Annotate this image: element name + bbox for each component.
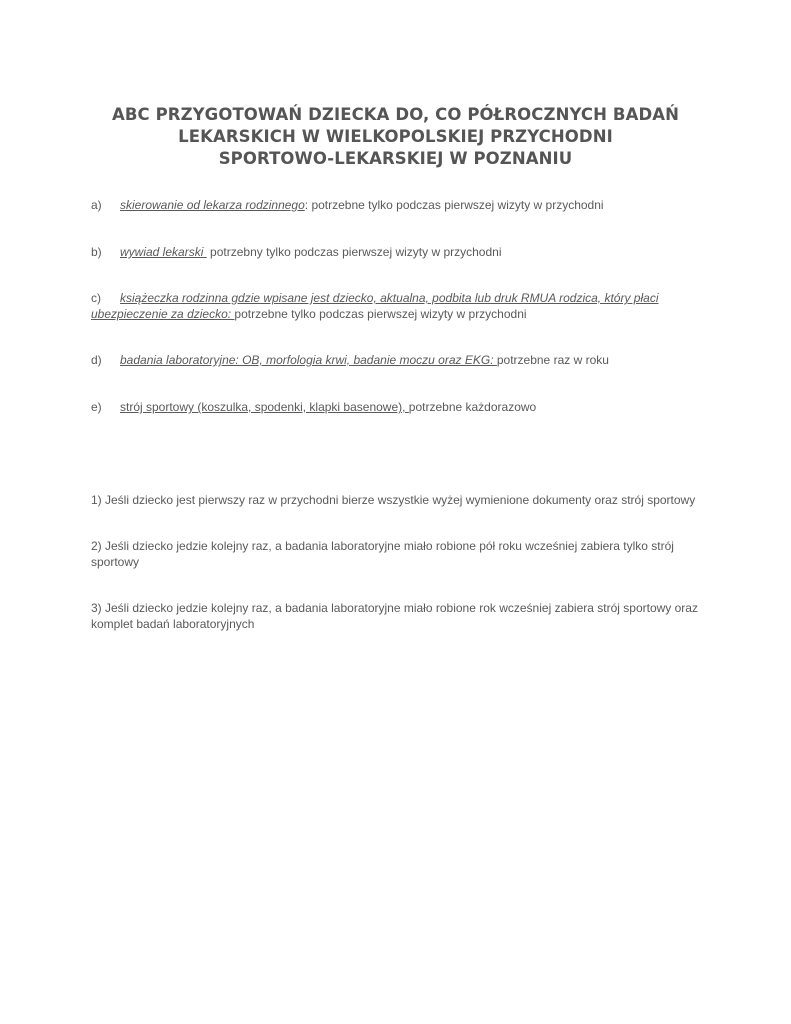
list-item-c: [91, 290, 701, 322]
item-description: : potrzebne tylko podczas pierwszej wizyty w przychodni: [304, 198, 604, 212]
item-emphasis-continued: ubezpieczenie za dziecko:: [91, 307, 235, 321]
note-3: 3) Jeśli dziecko jedzie kolejny raz, a badania laboratoryjne miało robione rok wcześniej zabiera strój sportowy oraz komplet badań laboratoryjnych: [91, 601, 698, 631]
item-description: potrzebny tylko podczas pierwszej wizyty w przychodni: [206, 245, 502, 259]
list-item-b: [91, 244, 502, 260]
item-marker: d): [91, 353, 102, 367]
list-item-e: [91, 399, 536, 415]
item-marker: a): [91, 198, 102, 212]
item-marker: c): [91, 291, 101, 305]
document-title: [90, 104, 701, 170]
item-emphasis: strój sportowy (koszulka, spodenki, klapki basenowe),: [120, 400, 409, 414]
note-2: 2) Jeśli dziecko jedzie kolejny raz, a badania laboratoryjne miało robione pół roku wcześniej zabiera tylko strój sportowy: [91, 539, 674, 569]
item-emphasis: skierowanie od lekarza rodzinnego: [120, 198, 305, 212]
item-marker: e): [91, 400, 102, 414]
item-description: potrzebne raz w roku: [496, 353, 609, 367]
item-emphasis: wywiad lekarski: [120, 245, 207, 259]
item-description: potrzebne tylko podczas pierwszej wizyty w przychodni: [234, 307, 527, 321]
title-line-3: SPORTOWO-LEKARSKIEJ W POZNANIU: [218, 149, 573, 168]
title-line-1: ABC PRZYGOTOWAŃ DZIECKA DO, CO PÓŁROCZNYCH BADAŃ: [111, 105, 680, 124]
item-description: potrzebne każdorazowo: [408, 400, 537, 414]
title-line-2: LEKARSKICH W WIELKOPOLSKIEJ PRZYCHODNI: [178, 127, 613, 146]
item-marker: b): [91, 245, 102, 259]
item-emphasis: badania laboratoryjne: OB, morfologia krwi, badanie moczu oraz EKG:: [120, 353, 497, 367]
note-1: 1) Jeśli dziecko jest pierwszy raz w przychodni bierze wszystkie wyżej wymienione dokumenty oraz strój sportowy: [91, 493, 696, 507]
item-emphasis: książeczka rodzinna gdzie wpisane jest dziecko, aktualna, podbita lub druk RMUA rodzica, który płaci: [120, 291, 659, 305]
list-item-d: [91, 352, 609, 368]
list-item-a: [91, 197, 604, 213]
